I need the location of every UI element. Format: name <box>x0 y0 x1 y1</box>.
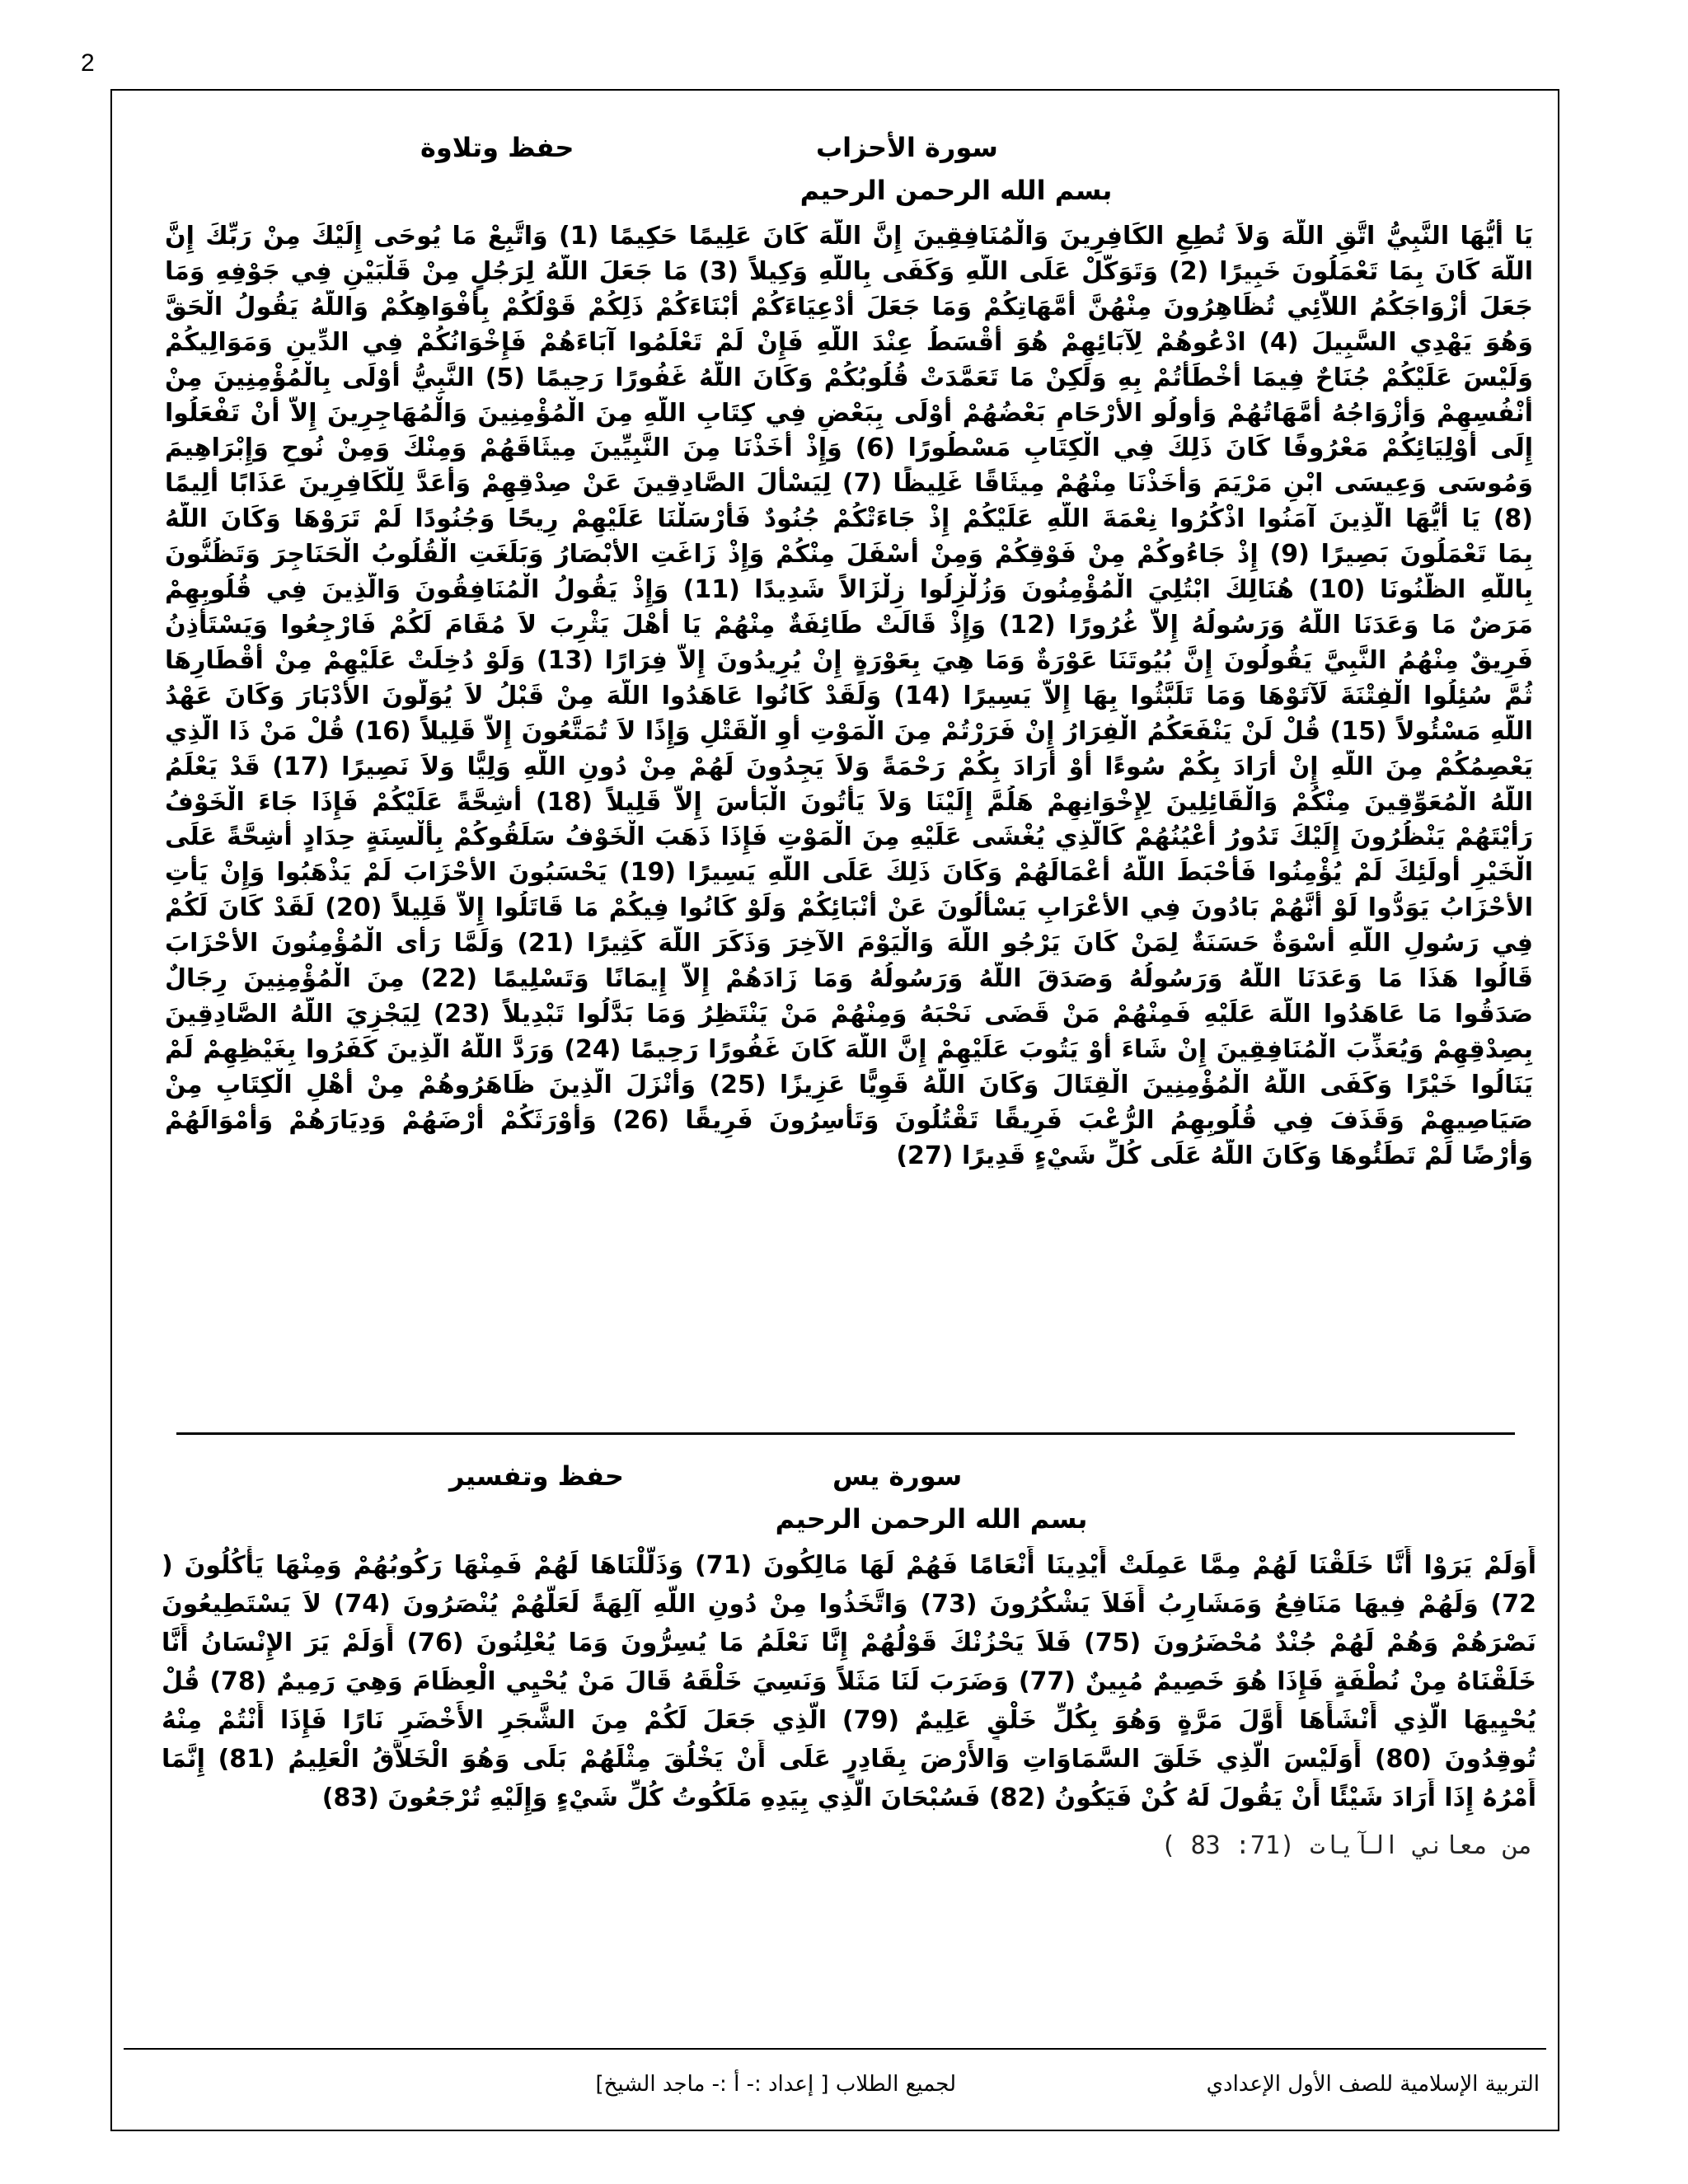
surah-ahzab-verses <box>165 219 1533 1174</box>
verse-line: أَمْرُهُ إِذَا أَرَادَ شَيْئًا أَنْ يَقُولَ لَهُ كُنْ فَيَكُونُ (82) فَسُبْحَانَ الَّذِي بِيَدِهِ مَلَكُوتُ كُلِّ شَيْءٍ وَإِلَيْهِ تُرْجَعُونَ (83) <box>321 1783 1536 1812</box>
footer-course: التربية الإسلامية للصف الأول الإعدادي <box>1206 2072 1540 2097</box>
verse-line: قَالُوا هَذَا مَا وَعَدَنَا اللَّهُ وَرَسُولُهُ وَصَدَقَ اللَّهُ وَرَسُولُهُ وَمَا زَادَهُمْ إِلاَّ إِيمَانًا وَتَسْلِيمًا (22) مِنَ الْمُؤْمِنِينَ رِجَالٌ <box>165 964 1533 994</box>
verse-line: خَلَقْنَاهُ مِنْ نُطْفَةٍ فَإِذَا هُوَ خَصِيمٌ مُبِينٌ (77) وَضَرَبَ لَنَا مَثَلاً وَنَسِيَ خَلْقَهُ قَالَ مَنْ يُحْيِي الْعِظَامَ وَهِيَ رَمِيمٌ (78) قُلْ <box>162 1667 1536 1696</box>
verse-line: صَدَقُوا مَا عَاهَدُوا اللَّهَ عَلَيْهِ فَمِنْهُمْ مَنْ قَضَى نَحْبَهُ وَمِنْهُمْ مَنْ يَنْتَظِرُ وَمَا بَدَّلُوا تَبْدِيلاً (23) لِيَجْزِيَ اللَّهُ الصَّادِقِينَ <box>165 999 1533 1029</box>
bismillah: بسم الله الرحمن الرحيم <box>799 175 1113 206</box>
verse-line: بِصِدْقِهِمْ وَيُعَذِّبَ الْمُنَافِقِينَ إِنْ شَاءَ أَوْ يَتُوبَ عَلَيْهِمْ إِنَّ اللَّهَ كَانَ غَفُورًا رَحِيمًا (24) وَرَدَّ اللَّهُ الَّذِينَ كَفَرُوا بِغَيْظِهِمْ لَمْ <box>165 1034 1533 1064</box>
verse-line: فَرِيقٌ مِنْهُمُ النَّبِيَّ يَقُولُونَ إِنَّ بُيُوتَنَا عَوْرَةٌ وَمَا هِيَ بِعَوْرَةٍ إِنْ يُرِيدُونَ إِلاَّ فِرَارًا (13) وَلَوْ دُخِلَتْ عَلَيْهِمْ مِنْ أَقْطَارِهَا <box>165 645 1533 675</box>
footer-author: لجميع الطلاب [ إعداد :- أ :- ماجد الشيخ] <box>595 2072 956 2097</box>
surah-title-ahzab: سورة الأحزاب <box>816 132 998 163</box>
verse-line: تُوقِدُونَ (80) أَوَلَيْسَ الَّذِي خَلَقَ السَّمَاوَاتِ وَالأَرْضَ بِقَادِرٍ عَلَى أَنْ يَخْلُقَ مِثْلَهُمْ بَلَى وَهُوَ الْخَلاَّقُ الْعَلِيمُ (81) إِنَّمَا <box>162 1745 1536 1774</box>
verse-line: وَأَرْضًا لَمْ تَطَئُوهَا وَكَانَ اللَّهُ عَلَى كُلِّ شَيْءٍ قَدِيرًا (27) <box>896 1141 1533 1170</box>
verse-line: يَعْصِمُكُمْ مِنَ اللَّهِ إِنْ أَرَادَ بِكُمْ سُوءًا أَوْ أَرَادَ بِكُمْ رَحْمَةً وَلاَ يَجِدُونَ لَهُمْ مِنْ دُونِ اللَّهِ وَلِيًّا وَلاَ نَصِيرًا (17) قَدْ يَعْلَمُ <box>165 752 1533 781</box>
verse-line: 72) وَلَهُمْ فِيهَا مَنَافِعُ وَمَشَارِبُ أَفَلاَ يَشْكُرُونَ (73) وَاتَّخَذُوا مِنْ دُونِ اللَّهِ آلِهَةً لَعَلَّهُمْ يُنْصَرُونَ (74) لاَ يَسْتَطِيعُونَ <box>162 1590 1536 1619</box>
section-divider <box>176 1432 1515 1435</box>
verse-line: الأَحْزَابُ يَوَدُّوا لَوْ أَنَّهُمْ بَادُونَ فِي الأَعْرَابِ يَسْأَلُونَ عَنْ أَنْبَائِكُمْ وَلَوْ كَانُوا فِيكُمْ مَا قَاتَلُوا إِلاَّ قَلِيلاً (20) لَقَدْ كَانَ لَكُمْ <box>165 893 1533 923</box>
verse-line: نَصْرَهُمْ وَهُمْ لَهُمْ جُنْدٌ مُحْضَرُونَ (75) فَلاَ يَحْزُنْكَ قَوْلُهُمْ إِنَّا نَعْلَمُ مَا يُسِرُّونَ وَمَا يُعْلِنُونَ (76) أَوَلَمْ يَرَ الإِنْسَانُ أَنَّا <box>162 1629 1536 1657</box>
verse-line: اللَّهُ الْمُعَوِّقِينَ مِنْكُمْ وَالْقَائِلِينَ لِإِخْوَانِهِمْ هَلُمَّ إِلَيْنَا وَلاَ يَأْتُونَ الْبَأْسَ إِلاَّ قَلِيلاً (18) أَشِحَّةً عَلَيْكُمْ فَإِذَا جَاءَ الْخَوْفُ <box>165 787 1533 817</box>
surah-yasin-verses <box>162 1546 1536 1817</box>
verse-line: صَيَاصِيهِمْ وَقَذَفَ فِي قُلُوبِهِمُ الرُّعْبَ فَرِيقًا تَقْتُلُونَ وَتَأْسِرُونَ فَرِيقًا (26) وَأَوْرَثَكُمْ أَرْضَهُمْ وَدِيَارَهُمْ وَأَمْوَالَهُمْ <box>165 1105 1533 1135</box>
verse-line: جَعَلَ أَزْوَاجَكُمُ اللاَّئِي تُظَاهِرُونَ مِنْهُنَّ أُمَّهَاتِكُمْ وَمَا جَعَلَ أَدْعِيَاءَكُمْ أَبْنَاءَكُمْ ذَلِكُمْ قَوْلُكُمْ بِأَفْوَاهِكُمْ وَاللَّهُ يَقُولُ الْحَقَّ <box>165 292 1533 321</box>
footer-divider <box>124 2048 1546 2050</box>
surah-title-yasin: سورة يس <box>832 1460 963 1492</box>
verse-line: يَنَالُوا خَيْرًا وَكَفَى اللَّهُ الْمُؤْمِنِينَ الْقِتَالَ وَكَانَ اللَّهُ قَوِيًّا عَزِيزًا (25) وَأَنْزَلَ الَّذِينَ ظَاهَرُوهُمْ مِنْ أَهْلِ الْكِتَابِ مِنْ <box>165 1070 1533 1099</box>
verse-line: الْخَيْرِ أُولَئِكَ لَمْ يُؤْمِنُوا فَأَحْبَطَ اللَّهُ أَعْمَالَهُمْ وَكَانَ ذَلِكَ عَلَى اللَّهِ يَسِيرًا (19) يَحْسَبُونَ الأَحْزَابَ لَمْ يَذْهَبُوا وَإِنْ يَأْتِ <box>165 858 1533 888</box>
verse-line: يُحْيِيهَا الَّذِي أَنْشَأَهَا أَوَّلَ مَرَّةٍ وَهُوَ بِكُلِّ خَلْقٍ عَلِيمٌ (79) الَّذِي جَعَلَ لَكُمْ مِنَ الشَّجَرِ الأَخْضَرِ نَارًا فَإِذَا أَنْتُمْ مِنْهُ <box>162 1706 1536 1735</box>
verse-line: اللَّهِ مَسْئُولاً (15) قُلْ لَنْ يَنْفَعَكُمُ الْفِرَارُ إِنْ فَرَرْتُمْ مِنَ الْمَوْتِ أَوِ الْقَتْلِ وَإِذًا لاَ تُمَتَّعُونَ إِلاَّ قَلِيلاً (16) قُلْ مَنْ ذَا الَّذِي <box>165 716 1533 746</box>
verse-line: يَا أَيُّهَا النَّبِيُّ اتَّقِ اللَّهَ وَلاَ تُطِعِ الكَافِرِينَ وَالْمُنَافِقِينَ إِنَّ اللَّهَ كَانَ عَلِيمًا حَكِيمًا (1) وَاتَّبِعْ مَا يُوحَى إِلَيْكَ مِنْ رَبِّكَ إِنَّ <box>165 222 1533 251</box>
bismillah: بسم الله الرحمن الرحيم <box>775 1503 1088 1535</box>
task-label-memorize-interpret: حفظ وتفسير <box>449 1460 624 1492</box>
verse-line: بِمَا تَعْمَلُونَ بَصِيرًا (9) إِذْ جَاءُوكُمْ مِنْ فَوْقِكُمْ وَمِنْ أَسْفَلَ مِنْكُمْ وَإِذْ زَاغَتِ الأَبْصَارُ وَبَلَغَتِ الْقُلُوبُ الْحَنَاجِرَ وَتَظُنُّونَ <box>165 540 1533 569</box>
verse-line: إِلَى أَوْلِيَائِكُمْ مَعْرُوفًا كَانَ ذَلِكَ فِي الْكِتَابِ مَسْطُورًا (6) وَإِذْ أَخَذْنَا مِنَ النَّبِيِّينَ مِيثَاقَهُمْ وَمِنْكَ وَمِنْ نُوحٍ وَإِبْرَاهِيمَ <box>165 434 1533 463</box>
verse-line: اللَّهَ كَانَ بِمَا تَعْمَلُونَ خَبِيرًا (2) وَتَوَكَّلْ عَلَى اللَّهِ وَكَفَى بِاللَّهِ وَكِيلاً (3) مَا جَعَلَ اللَّهُ لِرَجُلٍ مِنْ قَلْبَيْنِ فِي جَوْفِهِ وَمَا <box>165 256 1533 286</box>
verse-line: ثُمَّ سُئِلُوا الْفِتْنَةَ لَآتَوْهَا وَمَا تَلَبَّثُوا بِهَا إِلاَّ يَسِيرًا (14) وَلَقَدْ كَانُوا عَاهَدُوا اللَّهَ مِنْ قَبْلُ لاَ يُوَلُّونَ الأَدْبَارَ وَكَانَ عَهْدُ <box>165 681 1533 710</box>
verse-line: أَنْفُسِهِمْ وَأَزْوَاجُهُ أُمَّهَاتُهُمْ وَأُولُو الأَرْحَامِ بَعْضُهُمْ أَوْلَى بِبَعْضٍ فِي كِتَابِ اللَّهِ مِنَ الْمُؤْمِنِينَ وَالْمُهَاجِرِينَ إِلاَّ أَنْ تَفْعَلُوا <box>165 398 1533 428</box>
verse-line: أَوَلَمْ يَرَوْا أَنَّا خَلَقْنَا لَهُمْ مِمَّا عَمِلَتْ أَيْدِينَا أَنْعَامًا فَهُمْ لَهَا مَالِكُونَ (71) وَذَلَّلْنَاهَا لَهُمْ فَمِنْهَا رَكُوبُهُمْ وَمِنْهَا يَأْكُلُونَ ( <box>162 1551 1536 1580</box>
verse-line: مَرَضٌ مَا وَعَدَنَا اللَّهُ وَرَسُولُهُ إِلاَّ غُرُورًا (12) وَإِذْ قَالَتْ طَائِفَةٌ مِنْهُمْ يَا أَهْلَ يَثْرِبَ لاَ مُقَامَ لَكُمْ فَارْجِعُوا وَيَسْتَأْذِنُ <box>165 610 1533 640</box>
task-label-memorize-recite: حفظ وتلاوة <box>420 132 574 163</box>
verse-line: فِي رَسُولِ اللَّهِ أُسْوَةٌ حَسَنَةٌ لِمَنْ كَانَ يَرْجُو اللَّهَ وَالْيَوْمَ الآخِرَ وَذَكَرَ اللَّهَ كَثِيرًا (21) وَلَمَّا رَأَى الْمُؤْمِنُونَ الأَحْزَابَ <box>165 929 1533 958</box>
verse-meanings-label: من معاني الآيات (71: 83 ) <box>1160 1831 1533 1860</box>
verse-line: بِاللَّهِ الظُّنُونَا (10) هُنَالِكَ ابْتُلِيَ الْمُؤْمِنُونَ وَزُلْزِلُوا زِلْزَالاً شَدِيدًا (11) وَإِذْ يَقُولُ الْمُنَافِقُونَ وَالَّذِينَ فِي قُلُوبِهِمْ <box>165 575 1533 605</box>
verse-line: (8) يَا أَيُّهَا الَّذِينَ آمَنُوا اذْكُرُوا نِعْمَةَ اللَّهِ عَلَيْكُمْ إِذْ جَاءَتْكُمْ جُنُودٌ فَأَرْسَلْنَا عَلَيْهِمْ رِيحًا وَجُنُودًا لَمْ تَرَوْهَا وَكَانَ اللَّهُ <box>165 504 1533 534</box>
verse-line: وَمُوسَى وَعِيسَى ابْنِ مَرْيَمَ وَأَخَذْنَا مِنْهُمْ مِيثَاقًا غَلِيظًا (7) لِيَسْأَلَ الصَّادِقِينَ عَنْ صِدْقِهِمْ وَأَعَدَّ لِلْكَافِرِينَ عَذَابًا أَلِيمًا <box>165 469 1533 499</box>
verse-line: رَأَيْتَهُمْ يَنْظُرُونَ إِلَيْكَ تَدُورُ أَعْيُنُهُمْ كَالَّذِي يُغْشَى عَلَيْهِ مِنَ الْمَوْتِ فَإِذَا ذَهَبَ الْخَوْفُ سَلَقُوكُمْ بِأَلْسِنَةٍ حِدَادٍ أَشِحَّةً عَلَى <box>165 823 1533 852</box>
verse-line: وَهُوَ يَهْدِي السَّبِيلَ (4) ادْعُوهُمْ لِآبَائِهِمْ هُوَ أَقْسَطُ عِنْدَ اللَّهِ فَإِنْ لَمْ تَعْلَمُوا آبَاءَهُمْ فَإِخْوَانُكُمْ فِي الدِّينِ وَمَوَالِيكُمْ <box>165 327 1533 357</box>
page-number: 2 <box>81 49 95 77</box>
verse-line: وَلَيْسَ عَلَيْكُمْ جُنَاحٌ فِيمَا أَخْطَأْتُمْ بِهِ وَلَكِنْ مَا تَعَمَّدَتْ قُلُوبُكُمْ وَكَانَ اللَّهُ غَفُورًا رَحِيمًا (5) النَّبِيُّ أَوْلَى بِالْمُؤْمِنِينَ مِنْ <box>165 363 1533 392</box>
